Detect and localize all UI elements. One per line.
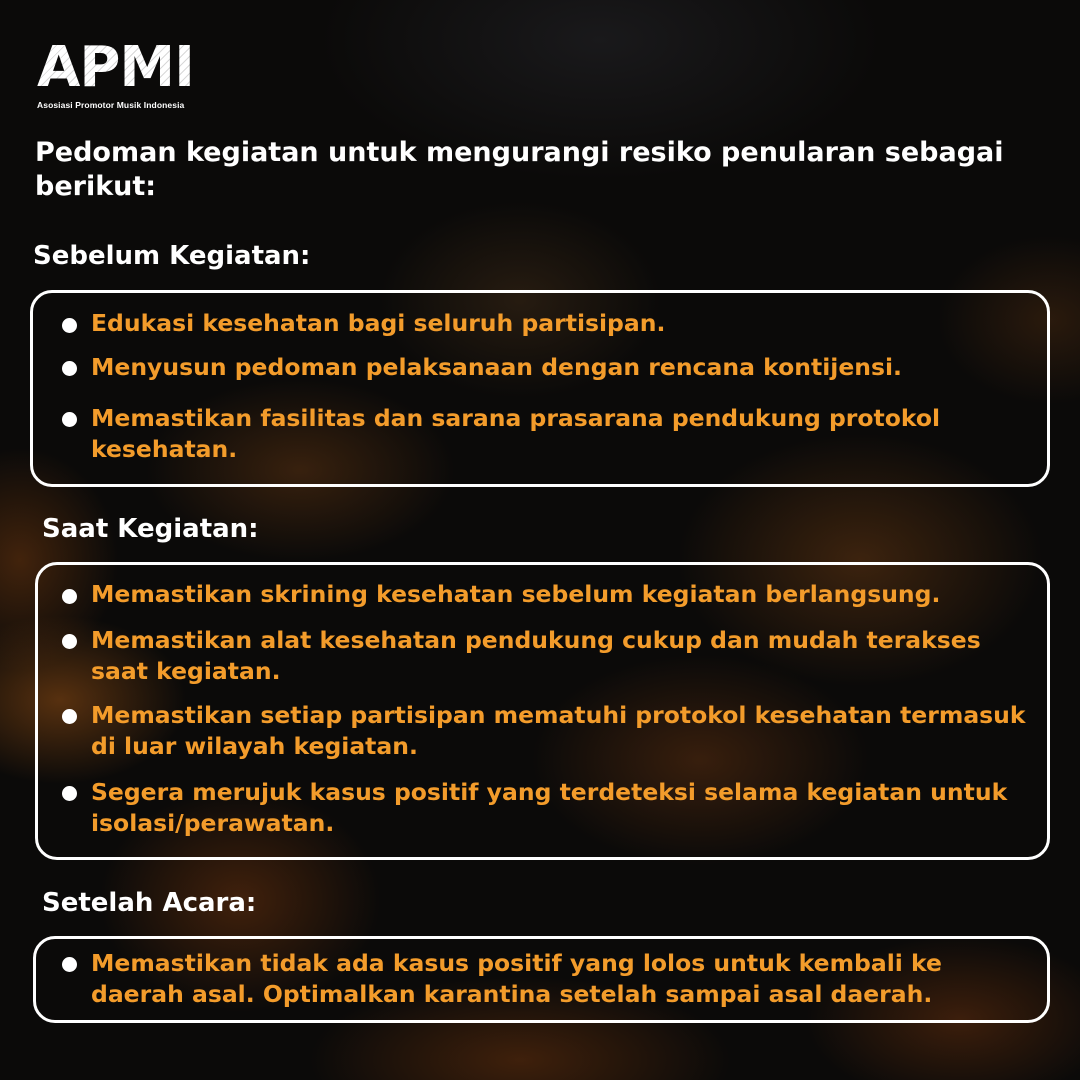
section-title-during: Saat Kegiatan: <box>42 514 259 544</box>
bullet-icon <box>62 634 77 649</box>
list-item: Memastikan setiap partisipan mematuhi protokol kesehatan termasuk di luar wilayah kegiatan. <box>91 701 1026 760</box>
intro-heading: Pedoman kegiatan untuk mengurangi resiko penularan sebagai berikut: <box>35 137 1004 202</box>
bullet-icon <box>62 589 77 604</box>
list-item: Memastikan fasilitas dan sarana prasarana pendukung protokol kesehatan. <box>91 404 941 463</box>
bullet-icon <box>62 957 77 972</box>
section-title-before: Sebelum Kegiatan: <box>33 241 311 271</box>
list-item: Memastikan alat kesehatan pendukung cukup dan mudah terakses saat kegiatan. <box>91 626 981 685</box>
bullet-icon <box>62 412 77 427</box>
section-title-after: Setelah Acara: <box>42 888 257 918</box>
bullet-icon <box>62 709 77 724</box>
list-item: Menyusun pedoman pelaksanaan dengan rencana kontijensi. <box>91 353 902 381</box>
list-item: Edukasi kesehatan bagi seluruh partisipan. <box>91 309 666 337</box>
bullet-icon <box>62 361 77 376</box>
apmi-logo <box>37 35 194 110</box>
bullet-icon <box>62 786 77 801</box>
logo-subtitle: Asosiasi Promotor Musik Indonesia <box>37 100 185 110</box>
list-item: Memastikan tidak ada kasus positif yang lolos untuk kembali ke daerah asal. Optimalkan karantina setelah sampai asal daerah. <box>91 949 942 1008</box>
bullet-icon <box>62 318 77 333</box>
list-item: Segera merujuk kasus positif yang terdeteksi selama kegiatan untuk isolasi/perawatan. <box>91 778 1008 837</box>
logo-wordmark: APMI <box>37 35 194 100</box>
list-item: Memastikan skrining kesehatan sebelum kegiatan berlangsung. <box>91 580 941 608</box>
